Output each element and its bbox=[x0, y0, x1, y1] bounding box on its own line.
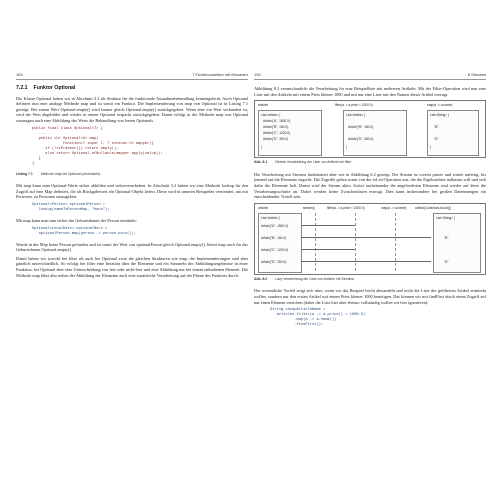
fig2-header-articles: articles bbox=[258, 205, 269, 210]
fig2-result-list bbox=[433, 213, 481, 273]
fig1-list-line: List<Article> [ bbox=[346, 113, 366, 118]
fig2-stream-lane bbox=[315, 213, 316, 271]
fig2-caption-text: Lazy Verarbeitung der Liste von Artikeln mit Streams bbox=[275, 276, 354, 281]
left-page bbox=[16, 70, 248, 438]
fig2-flow-arrow bbox=[301, 249, 355, 250]
section-heading bbox=[16, 86, 248, 92]
figure-8-1 bbox=[254, 100, 486, 158]
fig1-list-line: Article("B", 150.0), bbox=[263, 125, 290, 130]
fig2-flow-arrow bbox=[301, 261, 431, 262]
fig2-map-lane bbox=[395, 213, 396, 271]
listing-label: Listing 7.1 bbox=[16, 171, 33, 176]
paragraph: Wurde in der Map keine Person gefunden und ist somit der Wert von optionalPerson gleich Optional.empty(), liefert map auch für das Geburtsdatum Optional.empty(). bbox=[16, 241, 248, 253]
fig1-caption-label: Abb. 8.1 bbox=[254, 160, 268, 165]
section-number: 7.2.1 bbox=[16, 85, 28, 91]
paragraph: Der wesentliche Vorteil zeigt sich aber, wenn wir das Beispiel leicht abwandeln und nicht die Liste der gefilterten Artikel ermitteln wollen, sondern nur den ersten Artikel mit einem Preis kleiner 1000 benötigen. Das können wir mit findFirst durch einen Zugriff auf nur einen Element erreichen (dabei die Liste hier aber ebenso vollständig wollen wir hier ignorieren): bbox=[254, 288, 486, 305]
code-block: Optional<Person> optionalPerson = lookup(nameToPersonMap, "Hans"); bbox=[32, 202, 110, 212]
figure-8-2-caption bbox=[254, 277, 486, 283]
fig1-list-line: ] bbox=[430, 145, 431, 150]
right-running-title: 8 Streams bbox=[467, 72, 486, 77]
right-running-header bbox=[254, 70, 486, 80]
fig2-filter-lane bbox=[355, 213, 356, 271]
code-block: String cheapArticleName = articles.filter(a -> a.price() < 1000.0) .map(a -> a.name()) .findFirst(); bbox=[270, 308, 366, 328]
fig1-article-list bbox=[258, 110, 322, 156]
left-running-header bbox=[16, 70, 248, 80]
fig2-list-open: List<Article> [ bbox=[261, 215, 281, 220]
fig1-caption-text: Direkte Verarbeitung der Liste von Artikeln bei filter bbox=[275, 160, 352, 165]
fig2-flow-arrow bbox=[301, 225, 355, 226]
fig2-article-list bbox=[258, 213, 302, 273]
paragraph: Die Klasse Optional haben wir in Abschnitt 3.3 als Struktur für die funktionale Ausnahmebehandlung kennengelernt. Auch Optional definiert nun eine analoge Methode map und ist somit ein Funktor. Die Implementierung von map von Optional ist in Listing 7.1 gezeigt. Bei einem Wert Optional.empty() wird immer gleich Optional.empty() zurückgegeben. Wenn aber ein Wert vorhanden ist, wird der Wert abgebildet und wieder in einem Optional verpackt zurückgegeben. Damit erfolgt in der Methode map von Optional sozusagen auch eine Abbildung des Werts die Behandlung von leeren Optionals. bbox=[16, 95, 248, 123]
fig2-header-collect: collect(Collectors.toList()) bbox=[415, 205, 451, 210]
figure-8-1-caption bbox=[254, 160, 486, 166]
fig1-list-line: ] bbox=[261, 145, 262, 150]
fig2-result-line: "B" bbox=[444, 235, 449, 240]
fig1-list-line: ] bbox=[346, 145, 347, 150]
fig1-filtered-list bbox=[343, 110, 407, 156]
fig1-header-articles: articles bbox=[258, 103, 269, 108]
fig2-header-filter: filter(a -> a.price < 1000.0) bbox=[327, 205, 365, 210]
fig2-result-line: List<String> [ bbox=[436, 215, 455, 220]
code-block: Optional<LocalDate> optionalBorn = optionalPerson.map(person -> person.born()); bbox=[32, 226, 137, 236]
fig2-flow-arrow bbox=[301, 237, 431, 238]
figure-8-2 bbox=[254, 203, 486, 275]
fig2-result-line: "D" bbox=[444, 259, 449, 264]
fig1-name-list bbox=[427, 110, 479, 156]
listing-caption-text: Methode map bei Optional (vereinfacht) bbox=[40, 171, 101, 176]
paragraph: Die Verarbeitung mit Streams funktioniert aber wie in Abbildung 8.2 gezeigt. Der Stream ist vorerst passiv und wartet unfertig, bis jemand auf die Elemente zugreift. Die Zugriffe gehen somit von der toList-Operation aus, die die Ergebnisliste aufbauen will und sich dafür die Elemente holt. Damit wird der Stream aktiv. Sofort nacheinander die angeforderten Elemente sind wieder auf diese die Verarbeitungsschritte an. Dabei werden keine Zwischenlisten erzeugt. Dies kann insbesondere bei großen Datenmengen ein entscheidender Vorteil sein. bbox=[254, 171, 486, 200]
listing-caption bbox=[16, 172, 248, 178]
fig1-list-line: Article("D", 350.0) bbox=[263, 137, 289, 142]
fig2-row: Article("A", 1500.0) bbox=[261, 223, 288, 228]
listing-code: public final class Optional<T> { ... public <U> Optional<U> map( Function<? super T, ? extends U> mapper){ if (!isPresent()) return empty(); else return Optional.ofNullable(mapper.apply(value)); } } bbox=[32, 126, 163, 166]
paragraph: Mit map kann man nun sicher das Geburtsdatum der Person ermitteln: bbox=[16, 217, 137, 223]
fig1-list-line: "D" bbox=[434, 137, 439, 142]
fig1-list-line: List<String> [ bbox=[430, 113, 449, 118]
fig2-row: Article("B", 150.0) bbox=[261, 235, 287, 240]
fig1-header-filter: filter(a -> a.price < 1000.0) bbox=[335, 103, 373, 108]
fig2-row: Article("C", 1200.0) bbox=[261, 247, 289, 252]
fig2-header-map: map(a -> a.name) bbox=[381, 205, 407, 210]
paragraph: Damit haben wir sowohl bei filter als auch bei Optional zwar die gleichen Strukturen wie map, die Implementierungen sind aber gänzlich unterschiedlich. So erfolgt bei filter eine Iteration über die Elemente und ein Sammeln der Abbildungsergebnisse in einer Funktion, bei Optional aber eine Unterscheidung von leer oder nicht-leer und eine Abbildung nur bei einem enthaltenen Element. Die Methode map führt also neben der Abbildung der Elemente auch eine zusätzliche Verarbeitung auf der Ebene des Funktors durch. bbox=[16, 255, 248, 278]
left-running-title: 7 Funktionsketten mit Monaden bbox=[192, 72, 248, 77]
fig1-list-line: Article("D", 350.0) bbox=[348, 137, 374, 142]
fig1-list-line: List<Article> [ bbox=[261, 113, 281, 118]
left-page-number: 154 bbox=[16, 72, 23, 77]
fig2-row: Article("D", 350.0) bbox=[261, 259, 287, 264]
right-page bbox=[254, 70, 486, 438]
fig2-header-stream: stream() bbox=[303, 205, 315, 210]
fig1-list-line: "B", bbox=[434, 125, 440, 130]
right-page-body bbox=[254, 86, 486, 333]
paragraph: Abbildung 8.3 veranschaulicht die Verarbeitung für eine Beispielliste mit mehreren Artikeln. Mit der Filter-Operation wird nun eine Liste mit den Artikeln mit einem Preis kleiner 1000 und mit nur eine Liste mit den Namen dieser Artikel erzeugt. bbox=[254, 86, 486, 97]
fig1-header-map: map(a -> a.name) bbox=[427, 103, 453, 108]
section-title: Funktor Optional bbox=[33, 85, 76, 91]
fig1-list-line: Article("C", 1200.0), bbox=[263, 131, 291, 136]
fig1-list-line: Article("B", 150.0), bbox=[348, 125, 375, 130]
paragraph: Mit map kann man Optional-Werte sicher abbilden und weiterverarbeiten. In Abschnitt 3.2 haben wir eine Methode lookup für den Zugriff auf eine Map definiert, die als Rückgabewert ein Optional-Objekt liefert. Diese wird in unseren Beispielen verwendet, um mit Personen, zu Personen auszugeben: bbox=[16, 183, 248, 200]
right-page-number: 192 bbox=[254, 72, 261, 77]
fig2-caption-label: Abb. 8.2 bbox=[254, 276, 268, 281]
left-page-body bbox=[16, 86, 248, 281]
fig1-list-line: Article("A", 1500.0), bbox=[263, 119, 291, 124]
